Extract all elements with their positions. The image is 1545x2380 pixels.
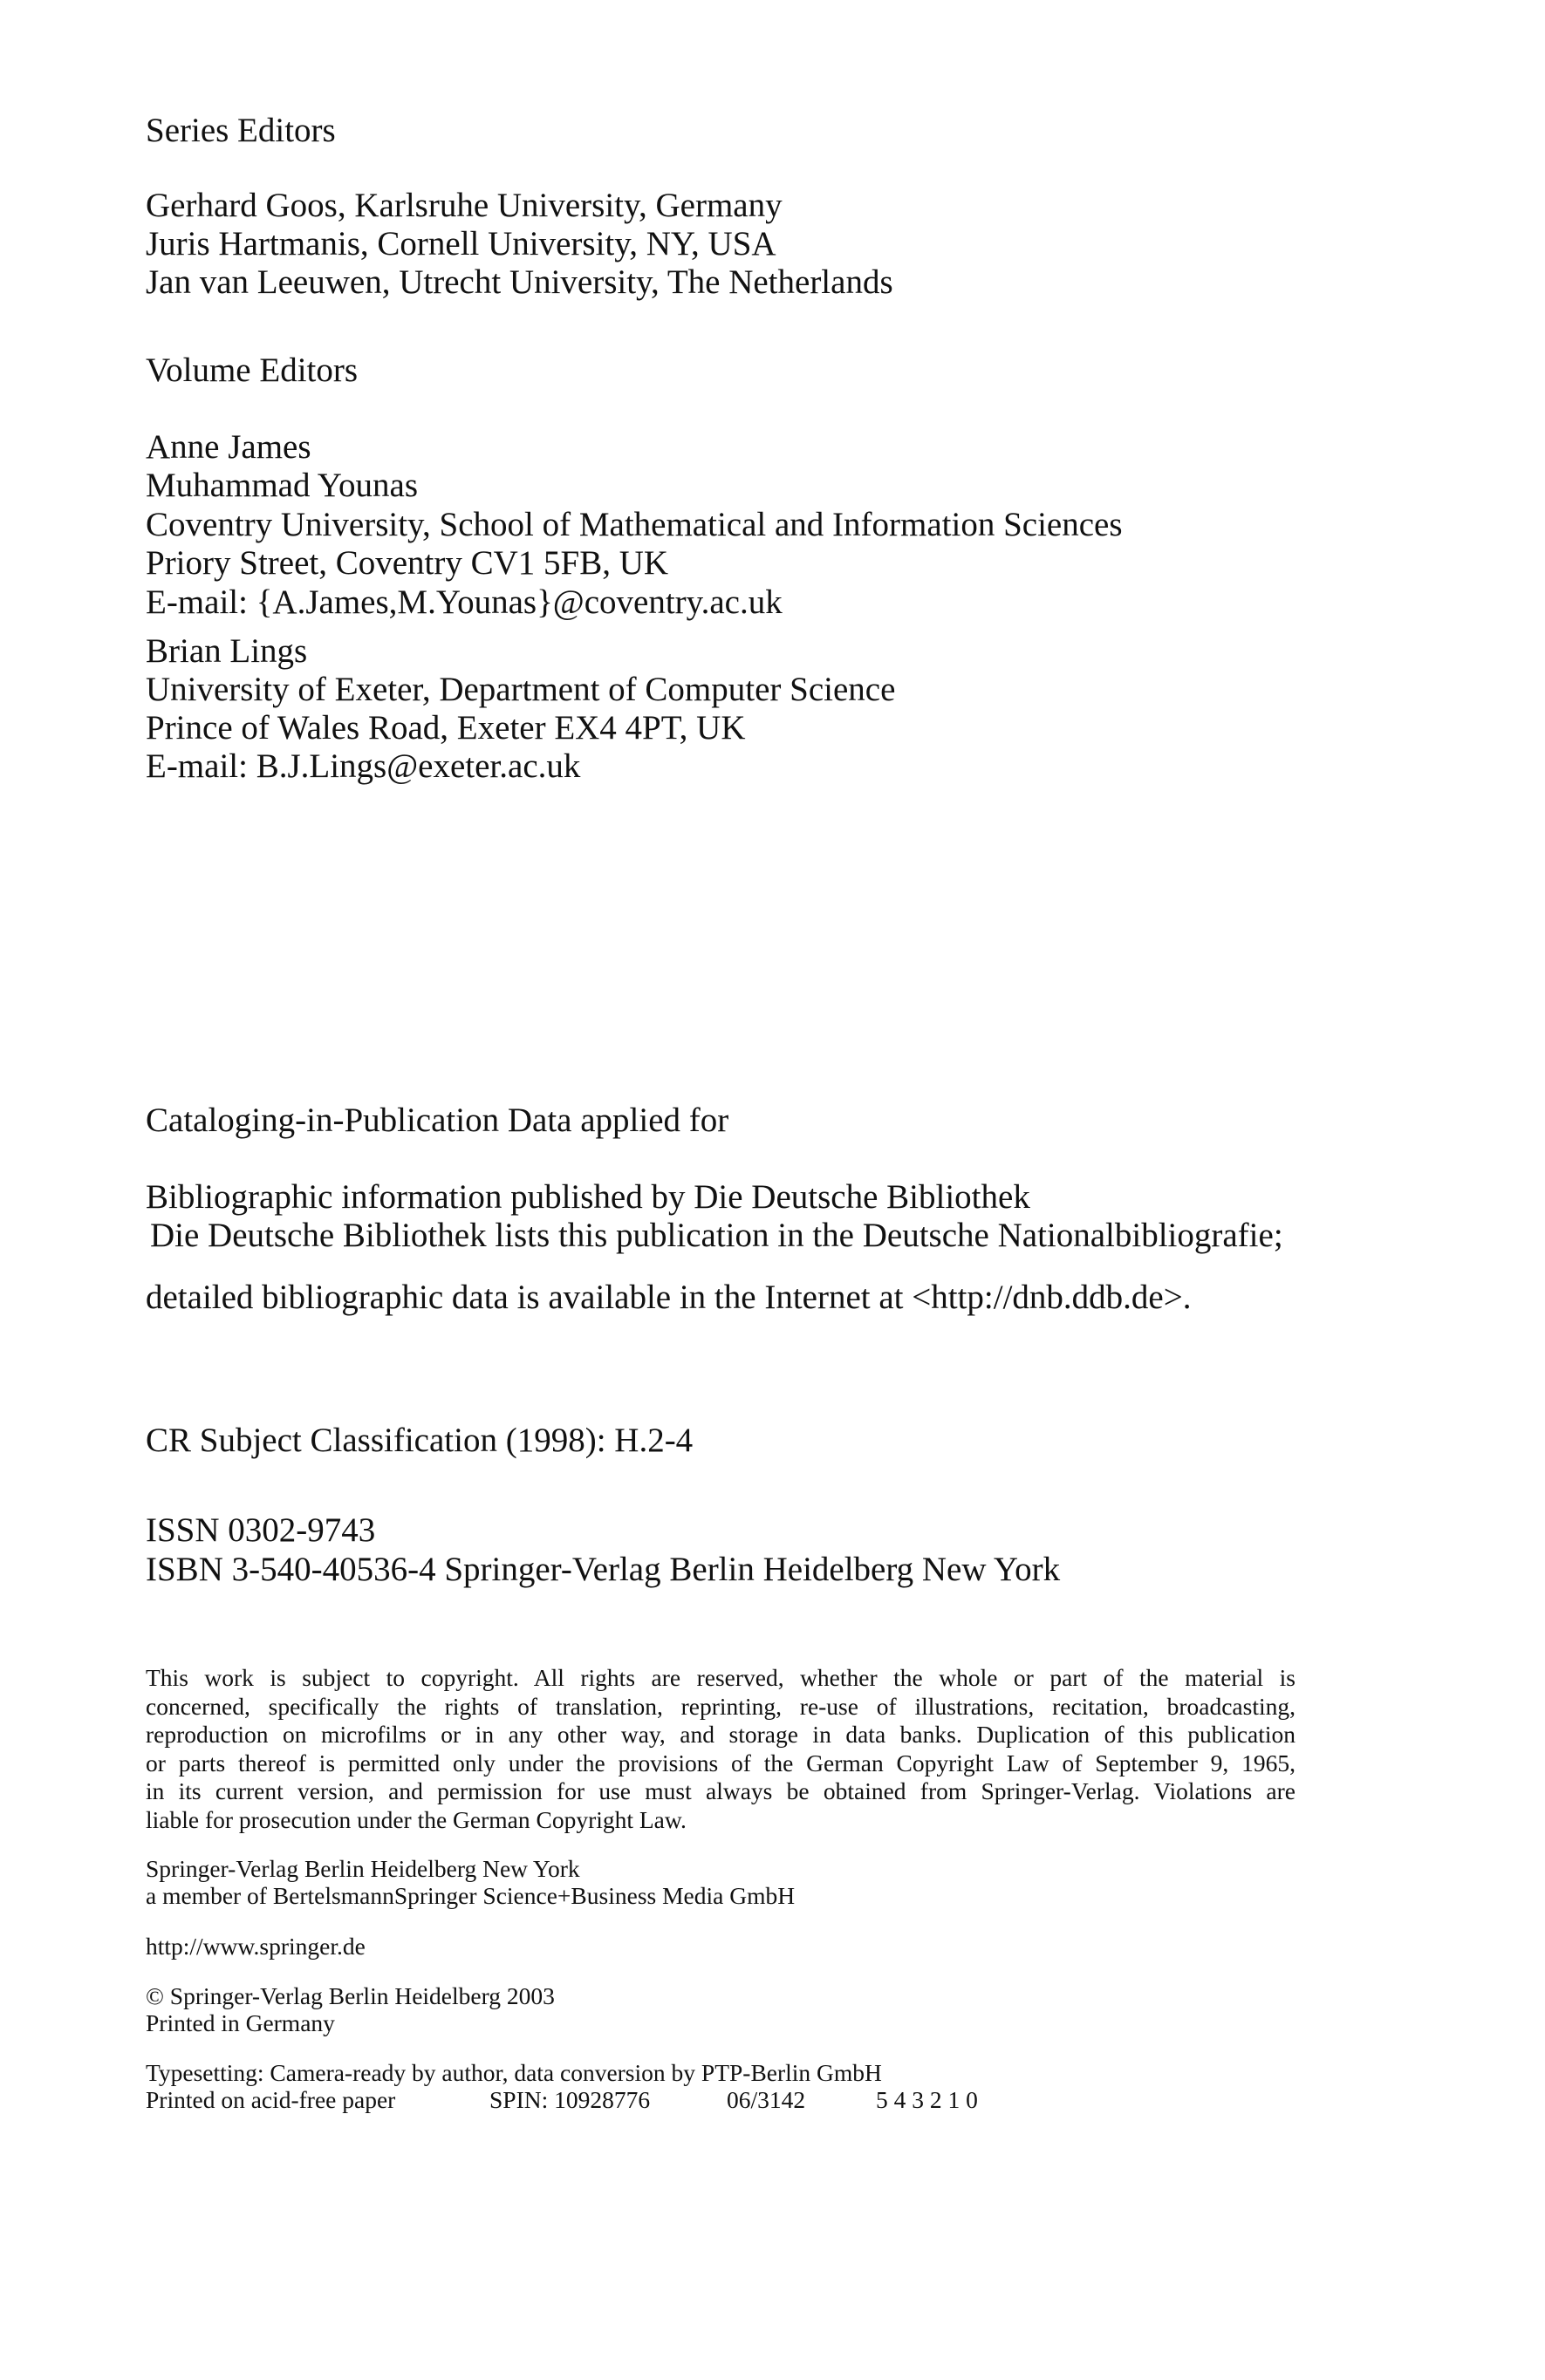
volume-editor-affiliation-exeter: University of Exeter, Department of Computer Science [146,671,896,708]
spin-number: SPIN: 10928776 [489,2086,651,2113]
biblio-line-1: Bibliographic information published by Die Deutsche Bibliothek [146,1178,1030,1216]
volume-editor-address-exeter: Prince of Wales Road, Exeter EX4 4PT, UK [146,709,746,747]
notice-line-4: or parts thereof is permitted only under the provisions of the German Copyright Law of September 9, 1965, [146,1749,1295,1776]
cip-line: Cataloging-in-Publication Data applied for [146,1101,729,1139]
isbn: ISBN 3-540-40536-4 Springer-Verlag Berlin Heidelberg New York [146,1551,1061,1588]
publisher-line-2: a member of BertelsmannSpringer Science+Business Media GmbH [146,1882,796,1909]
notice-line-6: liable for prosecution under the German Copyright Law. [146,1805,687,1833]
print-run: 5 4 3 2 1 0 [876,2086,978,2113]
series-editor-van-leeuwen: Jan van Leeuwen, Utrecht University, The Netherlands [146,263,893,301]
volume-editor-email-coventry: E-mail: {A.James,M.Younas}@coventry.ac.uk [146,583,783,621]
volume-editor-james: Anne James [146,428,311,466]
series-editor-goos: Gerhard Goos, Karlsruhe University, Germany [146,187,783,224]
notice-line-5: in its current version, and permission for use must always be obtained from Springer-Verlag. Violations are [146,1777,1295,1804]
cr-classification: CR Subject Classification (1998): H.2-4 [146,1422,694,1459]
series-editors-heading: Series Editors [146,112,336,149]
volume-editor-email-exeter: E-mail: B.J.Lings@exeter.ac.uk [146,747,581,785]
issn: ISSN 0302-9743 [146,1511,376,1549]
production-row [146,2086,1193,2113]
publisher-url: http://www.springer.de [146,1933,366,1960]
notice-line-1: This work is subject to copyright. All rights are reserved, whether the whole or part of the material is [146,1664,1295,1691]
copyright-page [146,0,1402,2380]
typesetting-line: Typesetting: Camera-ready by author, data conversion by PTP-Berlin GmbH [146,2059,882,2086]
volume-editor-address-coventry: Priory Street, Coventry CV1 5FB, UK [146,544,669,582]
volume-editor-younas: Muhammad Younas [146,467,419,504]
notice-line-3: reproduction on microfilms or in any other way, and storage in data banks. Duplication of this publication [146,1721,1295,1748]
volume-editors-heading: Volume Editors [146,351,359,389]
series-editor-hartmanis: Juris Hartmanis, Cornell University, NY, USA [146,225,776,263]
notice-line-2: concerned, specifically the rights of translation, reprinting, re-use of illustrations, recitation, broadcasting, [146,1692,1295,1720]
biblio-line-2: Die Deutsche Bibliothek lists this publication in the Deutsche Nationalbibliografie; [150,1217,1283,1254]
volume-editor-affiliation-coventry: Coventry University, School of Mathematical and Information Sciences [146,506,1123,543]
acid-free-paper: Printed on acid-free paper [146,2086,396,2113]
volume-editor-lings: Brian Lings [146,632,308,670]
publisher-line-1: Springer-Verlag Berlin Heidelberg New York [146,1855,580,1882]
production-code: 06/3142 [727,2086,806,2113]
publisher-copyright: © Springer-Verlag Berlin Heidelberg 2003 [146,1982,555,2009]
printed-in-germany: Printed in Germany [146,2009,335,2036]
biblio-line-3: detailed bibliographic data is available in the Internet at <http://dnb.ddb.de>. [146,1279,1192,1316]
copyright-notice [146,1664,1295,1834]
